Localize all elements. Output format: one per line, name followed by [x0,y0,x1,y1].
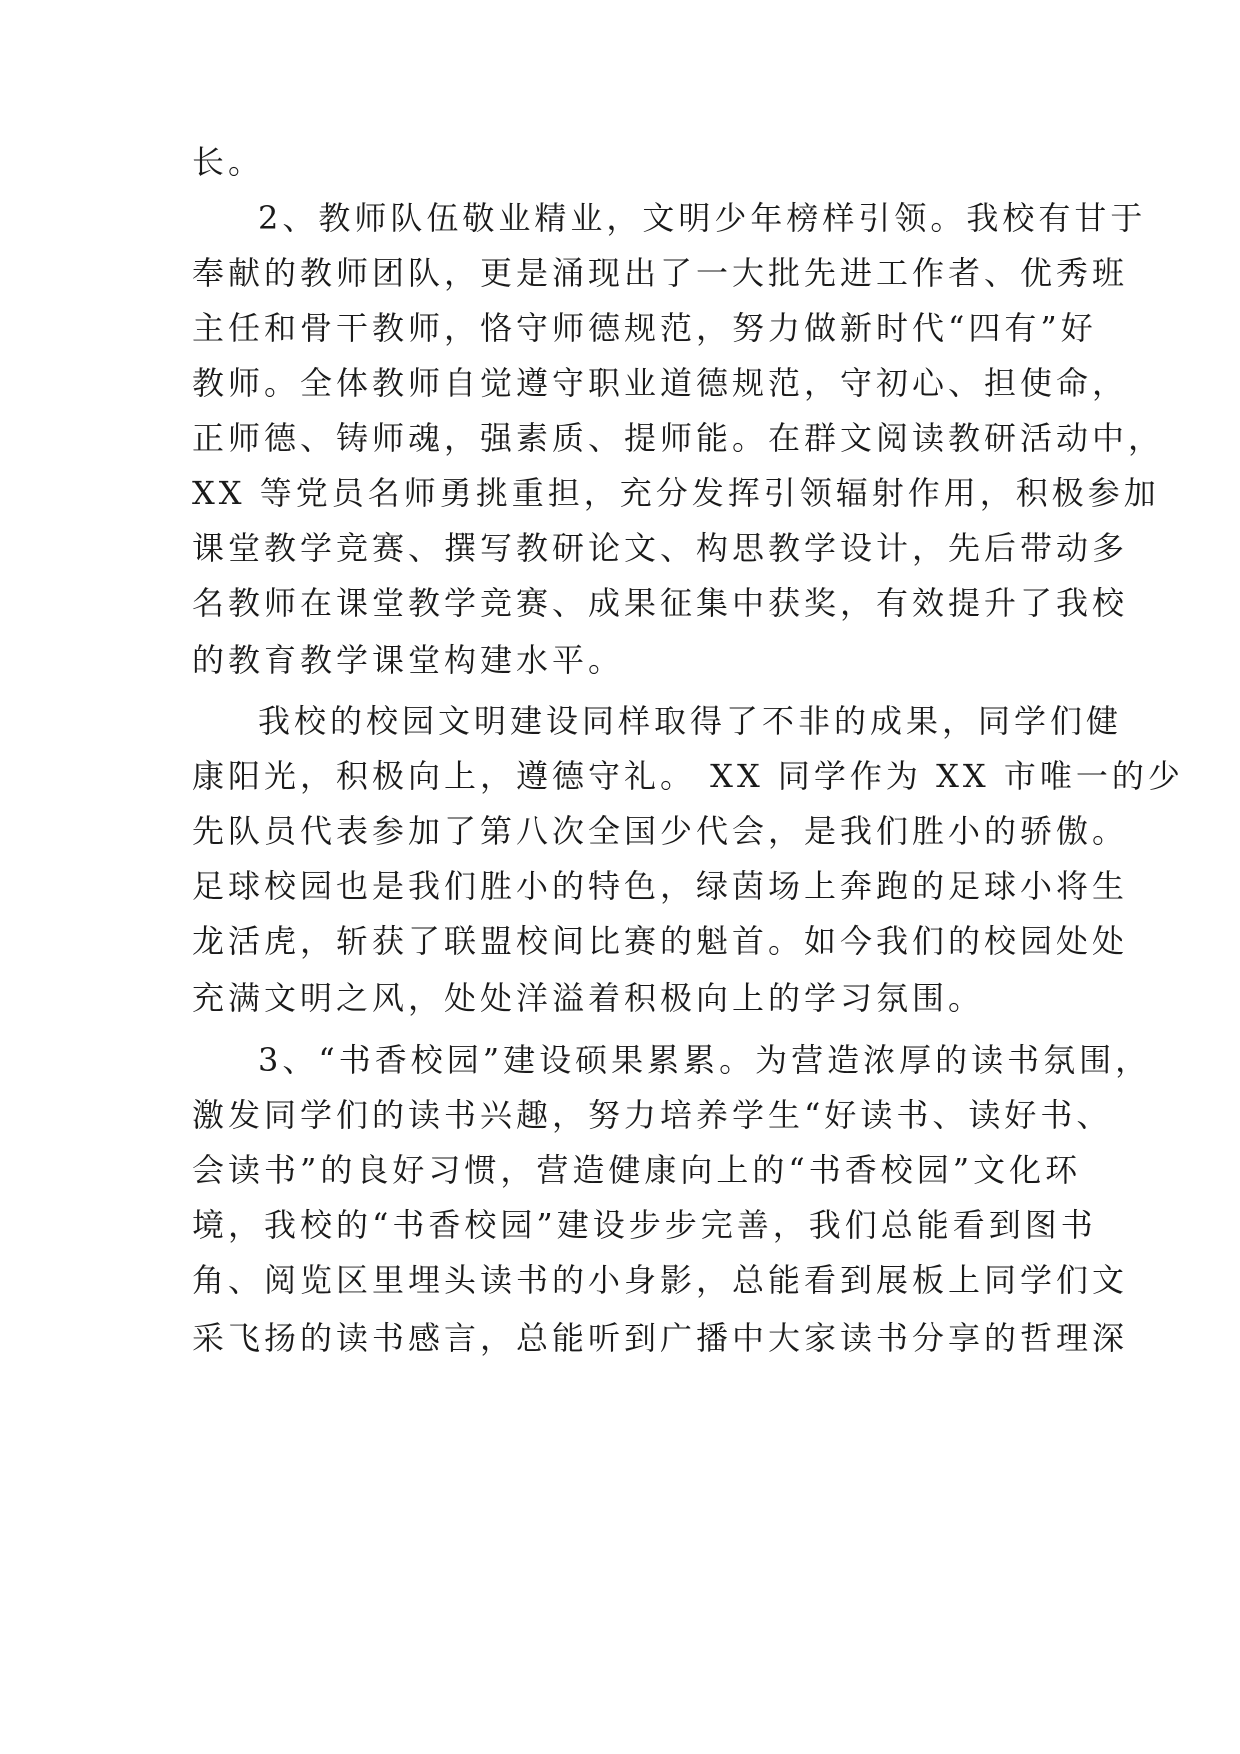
paragraph-line: 康阳光，积极向上，遵德守礼。 XX 同学作为 XX 市唯一的少 [192,757,1184,795]
paragraph-line: 2、教师队伍敬业精业，文明少年榜样引领。我校有甘于 [258,199,1147,237]
paragraph-line: 奉献的教师团队，更是涌现出了一大批先进工作者、优秀班 [192,254,1129,292]
paragraph-line: 我校的校园文明建设同样取得了不非的成果，同学们健 [258,702,1123,740]
paragraph-line: 充满文明之风，处处洋溢着积极向上的学习氛围。 [192,979,985,1017]
paragraph-line: XX 等党员名师勇挑重担，充分发挥引领辐射作用，积极参加 [192,474,1160,512]
paragraph-line: 名教师在课堂教学竞赛、成果征集中获奖，有效提升了我校 [192,584,1129,622]
paragraph-line: 教师。全体教师自觉遵守职业道德规范，守初心、担使命， [192,364,1129,402]
paragraph-line: 境，我校的“书香校园”建设步步完善，我们总能看到图书 [192,1206,1097,1244]
paragraph-line: 足球校园也是我们胜小的特色，绿茵场上奔跑的足球小将生 [192,867,1129,905]
paragraph-line: 课堂教学竞赛、撰写教研论文、构思教学设计，先后带动多 [192,529,1129,567]
paragraph-line: 角、阅览区里埋头读书的小身影，总能看到展板上同学们文 [192,1261,1129,1299]
paragraph-line: 激发同学们的读书兴趣，努力培养学生“好读书、读好书、 [192,1096,1113,1134]
paragraph-line: 正师德、铸师魂，强素质、提师能。在群文阅读教研活动中， [192,419,1165,457]
paragraph-line: 采飞扬的读书感言，总能听到广播中大家读书分享的哲理深 [192,1319,1129,1357]
paragraph-line: 长。 [192,143,265,181]
paragraph-line: 主任和骨干教师，恪守师德规范，努力做新时代“四有”好 [192,309,1097,347]
paragraph-line: 会读书”的良好习惯，营造健康向上的“书香校园”文化环 [192,1151,1082,1189]
paragraph-line: 先队员代表参加了第八次全国少代会，是我们胜小的骄傲。 [192,812,1129,850]
paragraph-line: 的教育教学课堂构建水平。 [192,641,625,679]
paragraph-line: 龙活虎，斩获了联盟校间比赛的魁首。如今我们的校园处处 [192,922,1129,960]
paragraph-line: 3、“书香校园”建设硕果累累。为营造浓厚的读书氛围， [258,1041,1152,1079]
